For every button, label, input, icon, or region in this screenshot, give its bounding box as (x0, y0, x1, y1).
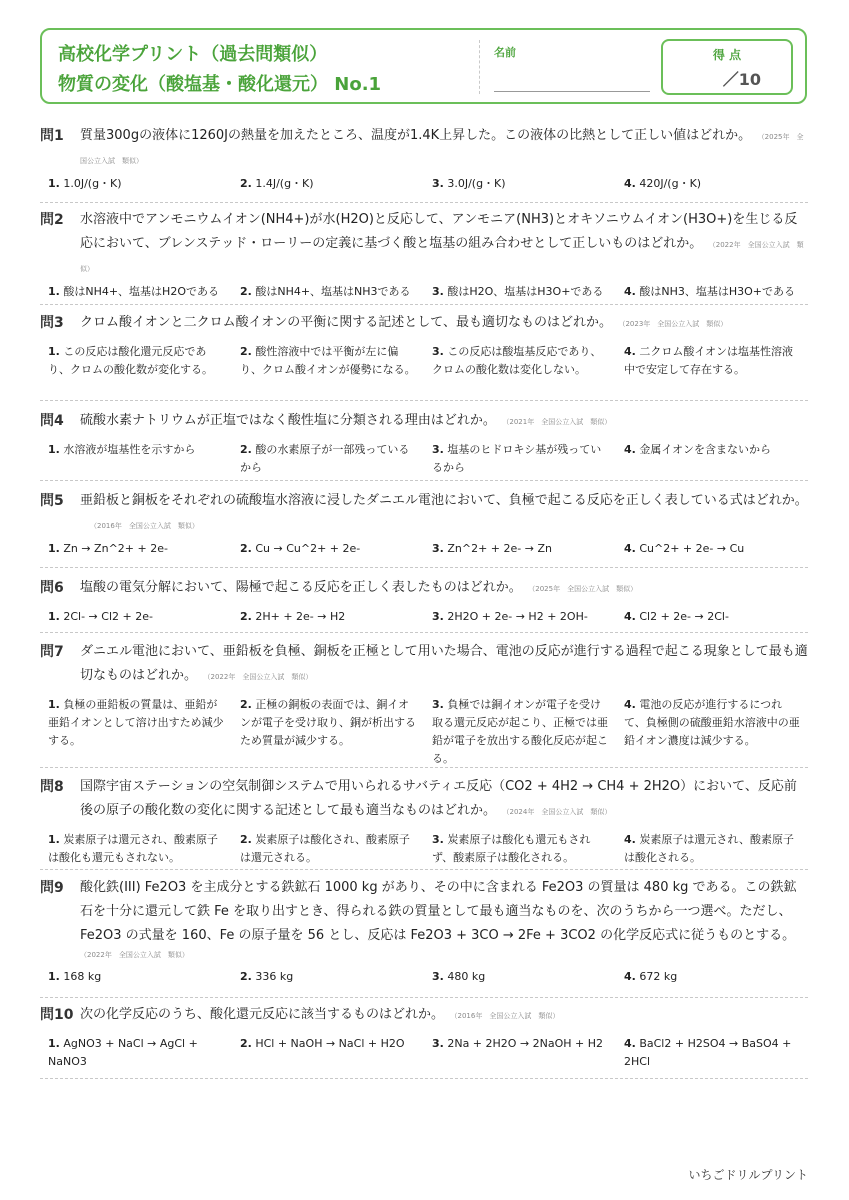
question-text: 国際宇宙ステーションの空気制御システムで用いられるサバティエ反応（CO2 + 4H2 → CH4 + 2H2O）において、反応前後の原子の酸化数の変化に関する記述として最も適当なものはどれか。 (80, 779, 797, 818)
choice-text: 炭素原子は還元され、酸素原子は酸化される。 (624, 833, 795, 864)
choice-list (40, 831, 808, 867)
choice-option[interactable] (232, 343, 424, 379)
choice-option[interactable] (616, 283, 808, 301)
choice-number: 1. (48, 542, 60, 555)
choice-number: 4. (624, 285, 636, 298)
choice-option[interactable] (424, 441, 616, 477)
score-value: ／10 (722, 70, 761, 89)
choice-option[interactable] (40, 831, 232, 867)
choice-list (40, 608, 808, 626)
choice-number: 2. (240, 833, 252, 846)
question-source: （2022年 全国公立入試 類似） (207, 673, 313, 681)
choice-text: 炭素原子は酸化され、酸素原子は還元される。 (240, 833, 411, 864)
question-number: 問10 (40, 1007, 74, 1023)
question-8 (40, 775, 808, 867)
question-text: 水溶液中でアンモニウムイオン(NH4+)が水(H2O)と反応して、アンモニア(NH3)とオキソニウムイオン(H3O+)を生じる反応において、ブレンステッド・ローリーの定義に基づく酸と塩基の組み合わせとして正しいものはどれか。 (80, 212, 798, 251)
choice-number: 4. (624, 833, 636, 846)
choice-option[interactable] (616, 1035, 808, 1071)
choice-number: 3. (432, 970, 444, 983)
choice-text: 1.0J/(g・K) (63, 177, 122, 190)
choice-option[interactable] (424, 831, 616, 867)
choice-list (40, 696, 808, 768)
choice-number: 4. (624, 970, 636, 983)
choice-number: 4. (624, 345, 636, 358)
choice-option[interactable] (616, 343, 808, 379)
choice-number: 1. (48, 1037, 60, 1050)
choice-number: 4. (624, 610, 636, 623)
question-1 (40, 124, 808, 193)
question-4 (40, 409, 808, 477)
question-text: 硫酸水素ナトリウムが正塩ではなく酸性塩に分類される理由はどれか。 (80, 413, 496, 428)
choice-list (40, 343, 808, 379)
choice-number: 2. (240, 610, 252, 623)
question-divider (40, 997, 808, 998)
choice-text: 二クロム酸イオンは塩基性溶液中で安定して存在する。 (624, 345, 794, 376)
choice-number: 1. (48, 443, 60, 456)
question-number: 問4 (40, 413, 64, 429)
choice-number: 1. (48, 177, 60, 190)
choice-option[interactable] (616, 831, 808, 867)
question-number: 問8 (40, 779, 64, 795)
choice-number: 3. (432, 345, 444, 358)
question-6 (40, 576, 808, 626)
choice-number: 1. (48, 610, 60, 623)
choice-number: 4. (624, 698, 636, 711)
choice-text: 炭素原子は酸化も還元もされず、酸素原子は酸化される。 (432, 833, 591, 864)
choice-text: 塩基のヒドロキシ基が残っているから (432, 443, 602, 474)
choice-text: 1.4J/(g・K) (255, 177, 314, 190)
choice-text: 420J/(g・K) (639, 177, 702, 190)
choice-text: Cl2 + 2e- → 2Cl- (639, 610, 729, 623)
choice-option[interactable] (40, 343, 232, 379)
question-source: （2016年 全国公立入試 類似） (454, 1012, 560, 1020)
question-divider (40, 767, 808, 768)
choice-list (40, 540, 808, 558)
question-number: 問3 (40, 315, 64, 331)
choice-number: 2. (240, 177, 252, 190)
choice-text: 168 kg (63, 970, 102, 983)
question-divider (40, 567, 808, 568)
choice-option[interactable] (424, 608, 616, 626)
choice-text: AgNO3 + NaCl → AgCl + NaNO3 (48, 1037, 198, 1068)
choice-number: 3. (432, 443, 444, 456)
question-source: （2023年 全国公立入試 類似） (621, 320, 728, 328)
choice-option[interactable] (424, 343, 616, 379)
choice-list (40, 283, 808, 301)
question-7 (40, 640, 808, 768)
choice-text: 酸はH2O、塩基はH3O+である (447, 285, 604, 298)
choice-option[interactable] (424, 696, 616, 768)
choice-text: Zn → Zn^2+ + 2e- (63, 542, 168, 555)
question-divider (40, 480, 808, 481)
choice-option[interactable] (40, 441, 232, 477)
question-10 (40, 1003, 808, 1071)
choice-number: 4. (624, 177, 636, 190)
choice-text: 酸の水素原子が一部残っているから (240, 443, 410, 474)
question-divider (40, 632, 808, 633)
score-label: 得 点 (712, 48, 742, 62)
choice-option[interactable] (40, 1035, 232, 1071)
question-2 (40, 208, 808, 301)
choice-number: 3. (432, 698, 444, 711)
choice-number: 3. (432, 285, 444, 298)
choice-option[interactable] (424, 540, 616, 558)
choice-text: Cu → Cu^2+ + 2e- (255, 542, 361, 555)
choice-option[interactable] (232, 696, 424, 768)
choice-text: 3.0J/(g・K) (447, 177, 506, 190)
choice-number: 1. (48, 698, 60, 711)
choice-text: 酸性溶液中では平衡が左に偏り、クロム酸イオンが優勢になる。 (240, 345, 416, 376)
score-box (661, 39, 793, 95)
question-source: （2025年 全国公立入試 類似） (531, 585, 638, 593)
choice-option[interactable] (424, 1035, 616, 1071)
question-3 (40, 311, 808, 379)
choice-option[interactable] (616, 441, 808, 477)
question-9 (40, 876, 808, 986)
choice-number: 2. (240, 443, 252, 456)
choice-text: 負極では銅イオンが電子を受け取る還元反応が起こり、正極では亜鉛が電子を放出する酸化反応が起こる。 (432, 698, 608, 765)
choice-number: 1. (48, 285, 60, 298)
choice-text: 2Na + 2H2O → 2NaOH + H2 (447, 1037, 604, 1050)
question-text: クロム酸イオンと二クロム酸イオンの平衡に関する記述として、最も適切なものはどれか。 (80, 315, 612, 330)
choice-list (40, 1035, 808, 1071)
choice-text: 正極の銅板の表面では、銅イオンが電子を受け取り、銅が析出するため質量が減少する。 (240, 698, 416, 747)
choice-option[interactable] (232, 540, 424, 558)
question-5 (40, 489, 808, 558)
question-number: 問2 (40, 212, 64, 228)
footer-brand: いちごドリルプリント (688, 1168, 808, 1182)
choice-number: 4. (624, 443, 636, 456)
choice-option[interactable] (232, 441, 424, 477)
choice-number: 1. (48, 833, 60, 846)
question-text: ダニエル電池において、亜鉛板を負極、銅板を正極として用いた場合、電池の反応が進行する過程で起こる現象として最も適切なものはどれか。 (80, 644, 808, 683)
question-source: （2021年 全国公立入試 類似） (505, 418, 612, 426)
question-source: （2022年 全国公立入試 類似） (80, 241, 804, 273)
choice-option[interactable] (232, 1035, 424, 1071)
choice-option[interactable] (40, 608, 232, 626)
choice-option[interactable] (40, 696, 232, 768)
choice-option[interactable] (424, 283, 616, 301)
worksheet-subtitle: 物質の変化（酸塩基・酸化還元） No.1 (58, 74, 382, 95)
choice-number: 3. (432, 1037, 444, 1050)
question-source: （2016年 全国公立入試 類似） (90, 522, 199, 530)
choice-list (40, 968, 808, 986)
question-text: 次の化学反応のうち、酸化還元反応に該当するものはどれか。 (80, 1007, 445, 1022)
choice-number: 1. (48, 345, 60, 358)
question-number: 問1 (40, 128, 64, 144)
question-number: 問7 (40, 644, 64, 660)
choice-option[interactable] (616, 608, 808, 626)
choice-option[interactable] (616, 696, 808, 768)
choice-number: 2. (240, 285, 252, 298)
choice-text: 金属イオンを含まないから (639, 443, 772, 456)
question-source: （2022年 全国公立入試 類似） (80, 951, 189, 959)
choice-option[interactable] (232, 283, 424, 301)
choice-option[interactable] (616, 540, 808, 558)
question-text: 質量300gの液体に1260Jの熱量を加えたところ、温度が1.4K上昇した。この液体の比熱として正しい値はどれか。 (80, 128, 752, 143)
question-number: 問5 (40, 493, 64, 509)
question-number: 問6 (40, 580, 64, 596)
choice-number: 2. (240, 698, 252, 711)
choice-text: 酸はNH3、塩基はH3O+である (639, 285, 795, 298)
question-text: 塩酸の電気分解において、陽極で起こる反応を正しく表したものはどれか。 (80, 580, 522, 595)
choice-list (40, 441, 808, 477)
choice-text: 水溶液が塩基性を示すから (63, 443, 196, 456)
choice-text: この反応は酸化還元反応であり、クロムの酸化数が変化する。 (48, 345, 213, 376)
question-text: 酸化鉄(III) Fe2O3 を主成分とする鉄鉱石 1000 kg があり、その中に含まれる Fe2O3 の質量は 480 kg である。この鉄鉱石を十分に還元して鉄 Fe を取り出すとき、得られる鉄の質量として最も適当なものを、次のうちから一つ選べ。ただし、Fe2O3 の式量を 160、Fe の原子量を 56 とし、反応は Fe2O3 + 3CO → 2Fe + 3CO2 の化学反応式に従うものとする。 (80, 880, 797, 943)
choice-option[interactable] (424, 968, 616, 986)
choice-number: 4. (624, 1037, 636, 1050)
choice-option[interactable] (424, 175, 616, 193)
choice-option[interactable] (40, 283, 232, 301)
choice-option[interactable] (232, 175, 424, 193)
choice-text: HCl + NaOH → NaCl + H2O (255, 1037, 405, 1050)
choice-option[interactable] (232, 831, 424, 867)
question-divider (40, 869, 808, 870)
question-source: （2025年 全国公立入試 類似） (80, 133, 804, 165)
choice-text: 480 kg (447, 970, 486, 983)
choice-number: 2. (240, 345, 252, 358)
choice-text: この反応は酸塩基反応であり、クロムの酸化数は変化しない。 (432, 345, 602, 376)
question-divider (40, 1078, 808, 1079)
choice-text: Zn^2+ + 2e- → Zn (447, 542, 552, 555)
choice-text: 電池の反応が進行するにつれて、負極側の硫酸亜鉛水溶液中の亜鉛イオン濃度は減少する。 (624, 698, 800, 747)
choice-text: 酸はNH4+、塩基はNH3である (255, 285, 411, 298)
choice-option[interactable] (40, 540, 232, 558)
choice-option[interactable] (232, 608, 424, 626)
question-text: 亜鉛板と銅板をそれぞれの硫酸塩水溶液に浸したダニエル電池において、負極で起こる反応を正しく表している式はどれか。 (80, 493, 808, 508)
question-divider (40, 202, 808, 203)
choice-text: 酸はNH4+、塩基はH2Oである (63, 285, 219, 298)
question-number: 問9 (40, 880, 64, 896)
header-divider (479, 40, 480, 94)
choice-text: 2H2O + 2e- → H2 + 2OH- (447, 610, 588, 623)
choice-text: 672 kg (639, 970, 678, 983)
choice-list (40, 175, 808, 193)
choice-number: 3. (432, 542, 444, 555)
choice-number: 2. (240, 1037, 252, 1050)
choice-text: 2H+ + 2e- → H2 (255, 610, 346, 623)
choice-number: 2. (240, 970, 252, 983)
choice-text: 336 kg (255, 970, 294, 983)
choice-number: 3. (432, 833, 444, 846)
choice-option[interactable] (232, 968, 424, 986)
worksheet-header (40, 28, 807, 104)
question-divider (40, 400, 808, 401)
question-divider (40, 304, 808, 305)
name-field[interactable] (494, 91, 650, 92)
choice-option[interactable] (40, 175, 232, 193)
choice-text: Cu^2+ + 2e- → Cu (639, 542, 745, 555)
choice-text: 炭素原子は還元され、酸素原子は酸化も還元もされない。 (48, 833, 219, 864)
choice-option[interactable] (40, 968, 232, 986)
choice-text: 2Cl- → Cl2 + 2e- (63, 610, 153, 623)
name-label: 名前 (494, 46, 516, 59)
choice-number: 4. (624, 542, 636, 555)
choice-number: 1. (48, 970, 60, 983)
question-source: （2024年 全国公立入試 類似） (506, 808, 612, 816)
choice-option[interactable] (616, 968, 808, 986)
worksheet-title: 高校化学プリント（過去問類似） (58, 44, 328, 65)
choice-text: 負極の亜鉛板の質量は、亜鉛が亜鉛イオンとして溶け出すため減少する。 (48, 698, 224, 747)
choice-number: 2. (240, 542, 252, 555)
choice-number: 3. (432, 610, 444, 623)
choice-text: BaCl2 + H2SO4 → BaSO4 + 2HCl (624, 1037, 792, 1068)
choice-number: 3. (432, 177, 444, 190)
choice-option[interactable] (616, 175, 808, 193)
